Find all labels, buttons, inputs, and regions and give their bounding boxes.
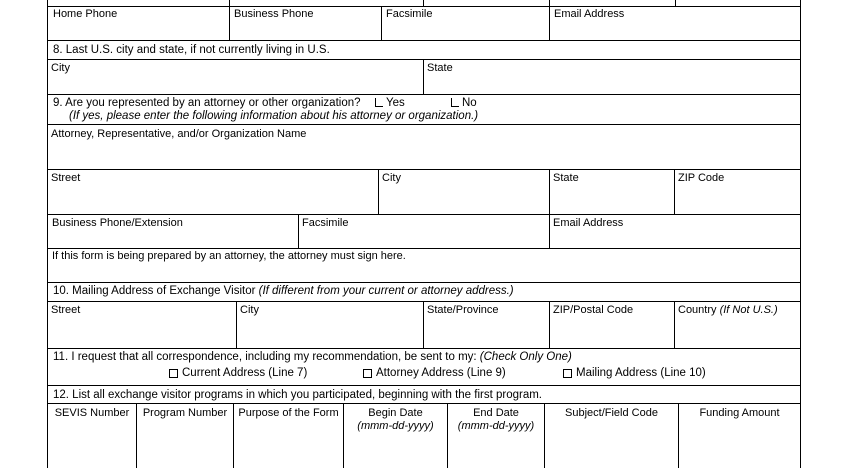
q9-yes-checkbox[interactable] bbox=[375, 98, 383, 107]
form-right-border bbox=[800, 0, 801, 468]
q11-mailing-address-checkbox[interactable] bbox=[563, 369, 572, 378]
q10-city-field[interactable] bbox=[237, 302, 423, 348]
q8-city-field[interactable] bbox=[48, 60, 423, 93]
q9-attorney-signature-field[interactable] bbox=[48, 249, 800, 282]
q8-state-label: State bbox=[427, 62, 453, 74]
q12-begin-header: Begin Date bbox=[368, 407, 423, 419]
q10-zip-postal-field[interactable] bbox=[550, 302, 674, 348]
q12-subject-header: Subject/Field Code bbox=[565, 407, 658, 419]
q8-city-label: City bbox=[51, 62, 70, 74]
email-field[interactable] bbox=[550, 7, 800, 40]
q9-street-field[interactable] bbox=[48, 170, 378, 214]
home-phone-label: Home Phone bbox=[53, 8, 118, 20]
q12-program-header: Program Number bbox=[142, 407, 228, 419]
q9-business-phone-label: Business Phone/Extension bbox=[52, 217, 183, 229]
q12-purpose-column[interactable] bbox=[234, 404, 343, 468]
home-phone-field[interactable] bbox=[48, 7, 229, 40]
q10-street-field[interactable] bbox=[48, 302, 236, 348]
q10-zip-postal-label: ZIP/Postal Code bbox=[553, 304, 634, 316]
q12-subject-column[interactable] bbox=[545, 404, 678, 468]
q11-question-note: (Check Only One) bbox=[479, 351, 572, 363]
q9-email-label: Email Address bbox=[553, 217, 624, 229]
q10-state-province-label: State/Province bbox=[427, 304, 499, 316]
q10-country-label bbox=[678, 304, 778, 316]
q10-question-note: (If different from your current or attorney address.) bbox=[258, 285, 514, 297]
divider bbox=[47, 348, 801, 349]
facsimile-field[interactable] bbox=[382, 7, 549, 40]
q8-state-field[interactable] bbox=[424, 60, 800, 93]
q10-country-text: Country bbox=[678, 304, 720, 316]
facsimile-label: Facsimile bbox=[386, 8, 433, 20]
q9-rep-name-label: Attorney, Representative, and/or Organization Name bbox=[51, 128, 307, 140]
q11-current-address-label: Current Address (Line 7) bbox=[182, 367, 308, 379]
divider bbox=[47, 282, 801, 283]
q9-facsimile-field[interactable] bbox=[299, 215, 549, 248]
q11-current-address-checkbox[interactable] bbox=[169, 369, 178, 378]
q9-yes-label: Yes bbox=[386, 97, 405, 109]
q9-rep-name-field[interactable] bbox=[48, 125, 800, 169]
q9-question: 9. Are you represented by an attorney or other organization? bbox=[53, 97, 361, 109]
q9-zip-field[interactable] bbox=[675, 170, 800, 214]
q11-question-text: 11. I request that all correspondence, including my recommendation, be sent to my: bbox=[53, 351, 480, 363]
divider bbox=[47, 94, 801, 95]
q9-street-label: Street bbox=[51, 172, 81, 184]
divider bbox=[47, 385, 801, 386]
q11-mailing-address-label: Mailing Address (Line 10) bbox=[576, 367, 706, 379]
business-phone-field[interactable] bbox=[230, 7, 381, 40]
q9-instruction: (If yes, please enter the following information about his attorney or organization.) bbox=[69, 110, 479, 122]
q12-end-format: (mmm-dd-yyyy) bbox=[457, 420, 535, 432]
q9-city-field[interactable] bbox=[379, 170, 549, 214]
q10-question bbox=[53, 285, 514, 298]
q9-no-checkbox[interactable] bbox=[451, 98, 459, 107]
q12-begin-format: (mmm-dd-yyyy) bbox=[357, 420, 434, 432]
q10-country-note: (If Not U.S.) bbox=[719, 304, 778, 316]
q12-funding-column[interactable] bbox=[679, 404, 800, 468]
q9-business-phone-field[interactable] bbox=[48, 215, 298, 248]
business-phone-label: Business Phone bbox=[234, 8, 314, 20]
q10-street-label: Street bbox=[51, 304, 81, 316]
q12-question: 12. List all exchange visitor programs in which you participated, beginning with the first program. bbox=[53, 389, 542, 401]
q12-begin-column[interactable] bbox=[344, 404, 447, 468]
q10-question-text: 10. Mailing Address of Exchange Visitor bbox=[53, 285, 259, 297]
q12-program-column[interactable] bbox=[137, 404, 233, 468]
divider bbox=[47, 40, 801, 41]
q10-city-label: City bbox=[240, 304, 259, 316]
q11-attorney-address-label: Attorney Address (Line 9) bbox=[376, 367, 506, 379]
q8-question: 8. Last U.S. city and state, if not currently living in U.S. bbox=[53, 44, 330, 56]
q10-state-province-field[interactable] bbox=[424, 302, 549, 348]
q12-sevis-header: SEVIS Number bbox=[54, 407, 130, 419]
q9-zip-label: ZIP Code bbox=[678, 172, 725, 184]
q9-state-field[interactable] bbox=[550, 170, 674, 214]
q12-purpose-header: Purpose of the Form bbox=[238, 407, 339, 419]
q9-facsimile-label: Facsimile bbox=[302, 217, 349, 229]
q9-state-label: State bbox=[553, 172, 579, 184]
q12-end-column[interactable] bbox=[448, 404, 544, 468]
q11-question bbox=[53, 351, 572, 364]
q12-funding-header: Funding Amount bbox=[699, 407, 780, 419]
q9-attorney-sign-label: If this form is being prepared by an attorney, the attorney must sign here. bbox=[52, 250, 406, 262]
q9-city-label: City bbox=[382, 172, 401, 184]
email-label: Email Address bbox=[554, 8, 625, 20]
q9-no-label: No bbox=[462, 97, 477, 109]
q11-attorney-address-checkbox[interactable] bbox=[363, 369, 372, 378]
q9-email-field[interactable] bbox=[550, 215, 800, 248]
q12-end-header: End Date bbox=[473, 407, 519, 419]
q12-sevis-column[interactable] bbox=[48, 404, 136, 468]
q10-country-field[interactable] bbox=[675, 302, 800, 348]
